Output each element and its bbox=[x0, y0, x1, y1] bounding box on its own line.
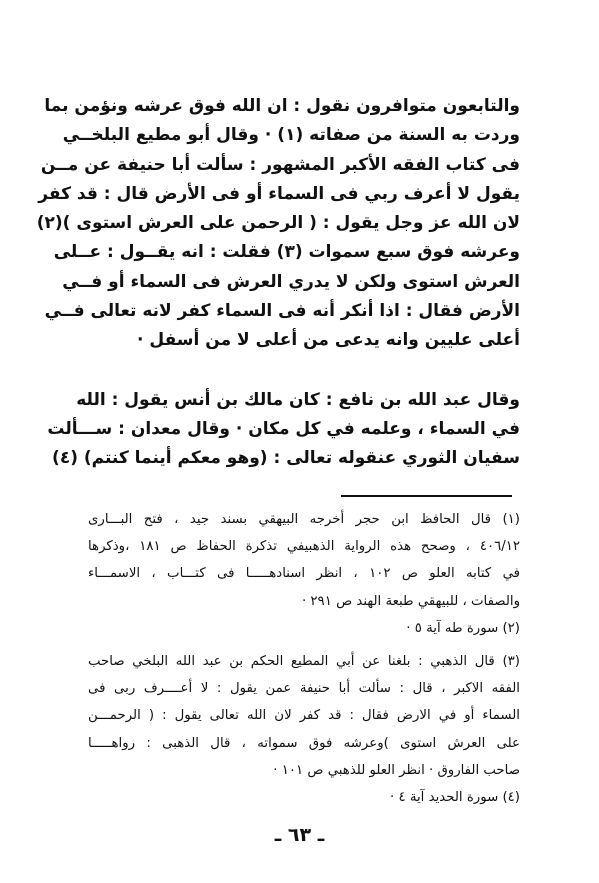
footnote-line: (١) قال الحافظ ابن حجر أخرجه البيهقي بسند جيد ، فتح البـــارى bbox=[88, 512, 520, 527]
footnote-line: السماء أو في الارض فقال : قد كفر لان الله تعالى يقول : ( الرحمـــن bbox=[88, 708, 520, 724]
footnote-line: الفقه الاكبر ، قال : سألت أبا حنيفة عمن يقول : لا أعــــرف ربى فى bbox=[88, 681, 520, 697]
paragraph-gap bbox=[88, 356, 520, 386]
footnote-line: والصفات ، للبيهقي طبعة الهند ص ٢٩١ · bbox=[301, 593, 520, 609]
body-line: وعرشه فوق سبع سموات (٣) فقلت : انه يقــول : عــلى bbox=[53, 242, 520, 263]
footnote-line: (٣) قال الذهبي : بلغنا عن أبي المطيع الحكم بن عبد الله البلخي صاحب bbox=[88, 653, 520, 669]
main-text bbox=[36, 92, 520, 474]
footnote-line: صاحب الفاروق · انظر العلو للذهبي ص ١٠١ · bbox=[273, 762, 520, 778]
body-line: العرش استوى ولكن لا يدري العرش فى السماء أو فــي bbox=[62, 271, 520, 292]
body-line: لان الله عز وجل يقول : ( الرحمن على العرش استوى )(٢) bbox=[36, 213, 520, 234]
body-line: أعلى عليين وانه يدعى من أعلى لا من أسفل · bbox=[137, 330, 520, 351]
footnote-line: في كتابه العلو ص ١٠٢ ، انظر اسنادهـــــا فى كتـــاب ، الاسمـــاء bbox=[88, 566, 521, 582]
footnote-line: ٤٠٦/١٢ ، وصحح هذه الرواية الذهبيفي تذكرة الحفاظ ص ١٨١ ،وذكرها bbox=[88, 539, 521, 555]
footnote-line: (٢) سورة طه آية ٥ · bbox=[406, 620, 520, 636]
body-line: وقال عبد الله بن نافع : كان مالك بن أنس يقول : الله bbox=[76, 389, 520, 410]
body-line: يقول لا أعرف ربي فى السماء أو فى الأرض قال : قد كفر bbox=[38, 183, 520, 204]
body-line: فى كتاب الفقه الأكبر المشهور : سألت أبا حنيفة عن مــن bbox=[40, 154, 520, 175]
body-line: وردت به السنة من صفاته (١) · وقال أبو مطيع البلخــي bbox=[62, 125, 520, 146]
body-line: في السماء ، وعلمه في كل مكان · وقال معدان : ســـألت bbox=[47, 418, 520, 439]
footnote-line: (٤) سورة الحديد آية ٤ · bbox=[390, 789, 520, 805]
body-line: الأرض فقال : اذا أنكر أنه فى السماء كفر لانه تعالى فــي bbox=[44, 301, 520, 322]
body-line: سفيان الثوري عنقوله تعالى : (وهو معكم أينما كنتم) (٤) bbox=[52, 448, 520, 469]
footnote-line: على العرش استوى )وعرشه فوق سمواته ، قال الذهبى : رواهـــــا bbox=[88, 735, 520, 751]
footnote-separator bbox=[341, 495, 512, 497]
page-number: ـ ٦٣ ـ bbox=[274, 824, 325, 846]
body-line: والتابعون متوافرون نقول : ان الله فوق عرشه ونؤمن بما bbox=[44, 96, 520, 116]
footnotes bbox=[88, 506, 520, 811]
